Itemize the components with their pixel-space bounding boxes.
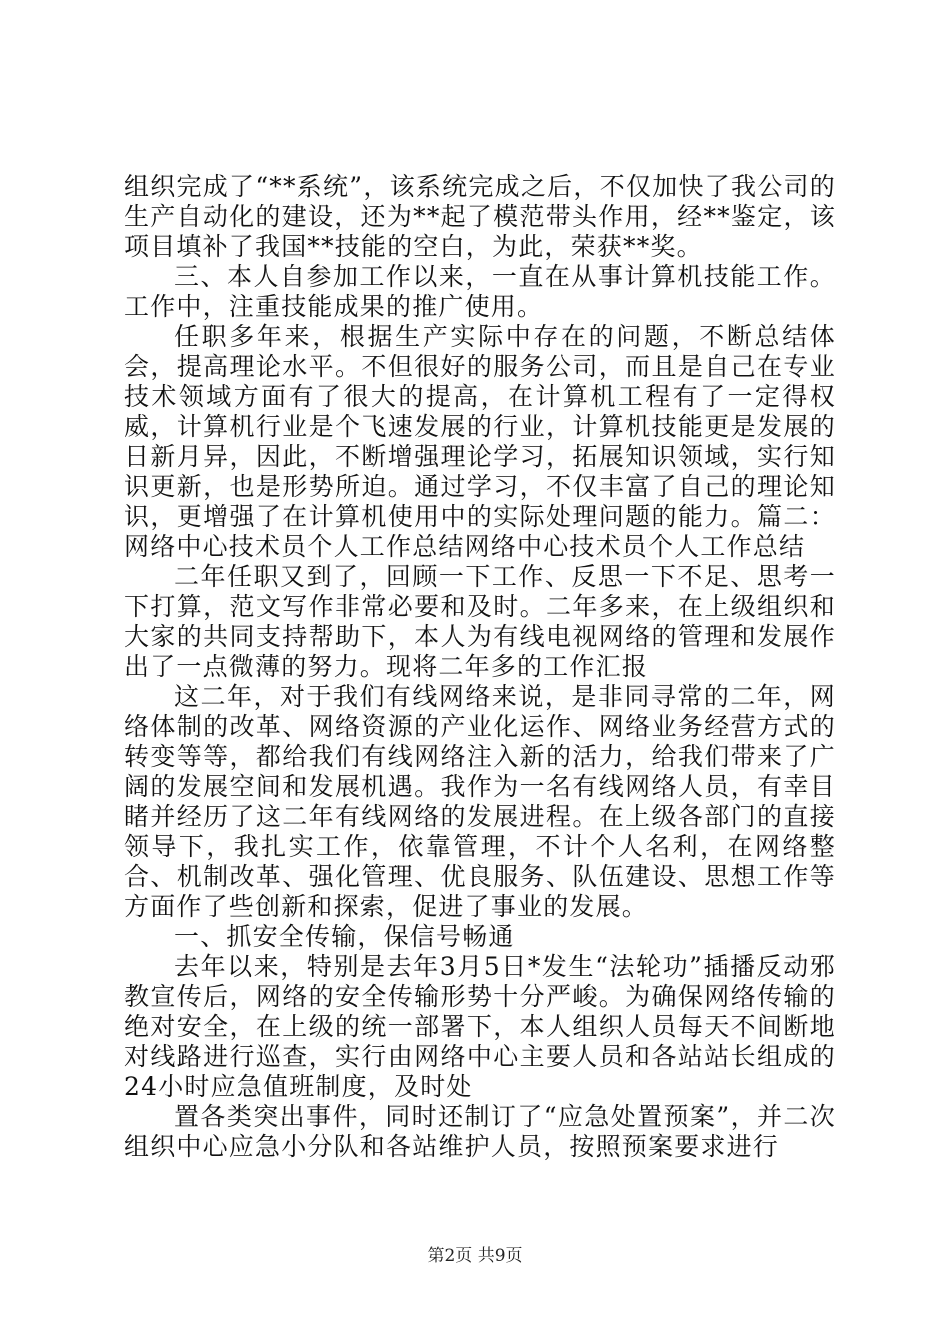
- paragraph-1: 组织完成了“**系统”，该系统完成之后，不仅加快了我公司的生产自动化的建设，还为**起了模范带头作用，经**鉴定，该项目填补了我国**技能的空白，为此，荣获**奖。: [124, 172, 836, 261]
- paragraph-6: 去年以来，特别是去年3月5日*发生“法轮功”插播反动邪教宣传后，网络的安全传输形势十分严峻。为确保网络传输的绝对安全，在上级的统一部署下，本人组织人员每天不间断地对线路进行巡查，实行由网络中心主要人员和各站站长组成的24小时应急值班制度，及时处: [124, 952, 836, 1101]
- document-body: [124, 172, 836, 1162]
- paragraph-5: 这二年，对于我们有线网络来说，是非同寻常的二年，网络体制的改革、网络资源的产业化运作、网络业务经营方式的转变等等，都给我们有线网络注入新的活力，给我们带来了广阔的发展空间和发展机遇。我作为一名有线网络人员，有幸目睹并经历了这二年有线网络的发展进程。在上级各部门的直接领导下，我扎实工作，依靠管理，不计个人名利，在网络整合、机制改革、强化管理、优良服务、队伍建设、思想工作等方面作了些创新和探索，促进了事业的发展。: [124, 682, 836, 921]
- section-heading: 一、抓安全传输，保信号畅通: [174, 922, 515, 951]
- paragraph-2: 三、本人自参加工作以来，一直在从事计算机技能工作。工作中，注重技能成果的推广使用。: [124, 262, 836, 321]
- paragraph-3: 任职多年来，根据生产实际中存在的问题，不断总结体会，提高理论水平。不但很好的服务公司，而且是自己在专业技术领域方面有了很大的提高，在计算机工程有了一定得权威，计算机行业是个飞速发展的行业，计算机技能更是发展的日新月异，因此，不断增强理论学习，拓展知识领域，实行知识更新，也是形势所迫。通过学习，不仅丰富了自己的理论知识，更增强了在计算机使用中的实际处理问题的能力。篇二：网络中心技术员个人工作总结网络中心技术员个人工作总结: [124, 322, 836, 561]
- paragraph-4: 二年任职又到了，回顾一下工作、反思一下不足、思考一下打算，范文写作非常必要和及时。二年多来，在上级组织和大家的共同支持帮助下，本人为有线电视网络的管理和发展作出了一点微薄的努力。现将二年多的工作汇报: [124, 562, 836, 681]
- paragraph-7: 置各类突出事件，同时还制订了“应急处置预案”，并二次组织中心应急小分队和各站维护人员，按照预案要求进行: [124, 1102, 836, 1161]
- page-number-footer: 第2页 共9页: [427, 1246, 523, 1266]
